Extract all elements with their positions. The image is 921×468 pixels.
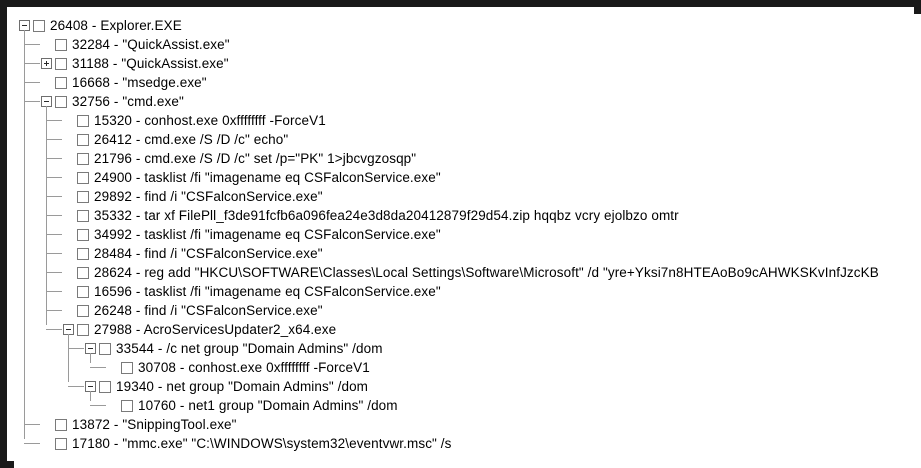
tree-row[interactable] bbox=[14, 244, 921, 263]
expander-none-icon bbox=[63, 115, 74, 126]
tree-row-label: 26408 - Explorer.EXE bbox=[50, 18, 182, 33]
tree-connector-horizontal bbox=[46, 329, 62, 330]
row-checkbox[interactable] bbox=[55, 39, 67, 51]
tree-row[interactable] bbox=[14, 35, 921, 54]
row-checkbox[interactable] bbox=[77, 324, 89, 336]
row-checkbox[interactable] bbox=[121, 362, 133, 374]
tree-connector-vertical bbox=[68, 334, 69, 383]
tree-row[interactable] bbox=[14, 73, 921, 92]
tree-row-label: 26412 - cmd.exe /S /D /c" echo" bbox=[94, 132, 289, 147]
tree-row-label: 28484 - find /i "CSFalconService.exe" bbox=[94, 246, 323, 261]
row-checkbox[interactable] bbox=[99, 343, 111, 355]
row-checkbox[interactable] bbox=[77, 305, 89, 317]
expander-none-icon bbox=[107, 362, 118, 373]
tree-connector-horizontal bbox=[68, 386, 84, 387]
tree-connector-horizontal bbox=[46, 177, 62, 178]
tree-row-label: 34992 - tasklist /fi "imagename eq CSFalconService.exe" bbox=[94, 227, 441, 242]
tree-row-label: 13872 - "SnippingTool.exe" bbox=[72, 417, 237, 432]
tree-row-label: 21796 - cmd.exe /S /D /c" set /p="PK" 1>jbcvgzosqp" bbox=[94, 151, 417, 166]
tree-connector-horizontal bbox=[46, 196, 62, 197]
tree-connector-horizontal bbox=[46, 234, 62, 235]
row-checkbox[interactable] bbox=[77, 153, 89, 165]
tree-connector-horizontal bbox=[90, 367, 106, 368]
tree-row-label: 19340 - net group "Domain Admins" /dom bbox=[116, 379, 369, 394]
expander-none-icon bbox=[41, 39, 52, 50]
tree-connector-horizontal bbox=[24, 63, 40, 64]
tree-row-label: 16668 - "msedge.exe" bbox=[72, 75, 207, 90]
row-checkbox[interactable] bbox=[77, 210, 89, 222]
tree-connector-horizontal bbox=[46, 158, 62, 159]
row-checkbox[interactable] bbox=[33, 20, 45, 32]
tree-row-label: 27988 - AcroServicesUpdater2_x64.exe bbox=[94, 322, 337, 337]
tree-row-label: 28624 - reg add "HKCU\SOFTWARE\Classes\Local Settings\Software\Microsoft" /d "yre+Yksi7n8HTEAoBo9cAHWKSKvInfJzcKB bbox=[94, 265, 879, 280]
row-checkbox[interactable] bbox=[77, 115, 89, 127]
tree-connector-horizontal bbox=[24, 44, 40, 45]
tree-row-label: 26248 - find /i "CSFalconService.exe" bbox=[94, 303, 323, 318]
tree-connector-horizontal bbox=[46, 139, 62, 140]
row-checkbox[interactable] bbox=[77, 286, 89, 298]
expander-none-icon bbox=[63, 210, 74, 221]
expander-none-icon bbox=[63, 191, 74, 202]
expander-none-icon bbox=[63, 172, 74, 183]
tree-row-label: 15320 - conhost.exe 0xffffffff -ForceV1 bbox=[94, 113, 326, 128]
row-checkbox[interactable] bbox=[77, 134, 89, 146]
tree-connector-horizontal bbox=[46, 291, 62, 292]
tree-row[interactable] bbox=[14, 263, 921, 282]
expander-none-icon bbox=[63, 229, 74, 240]
tree-row-label: 30708 - conhost.exe 0xffffffff -ForceV1 bbox=[138, 360, 370, 375]
tree-row[interactable] bbox=[14, 149, 921, 168]
tree-row-label: 33544 - /c net group "Domain Admins" /dom bbox=[116, 341, 383, 356]
row-checkbox[interactable] bbox=[55, 438, 67, 450]
tree-row[interactable] bbox=[14, 168, 921, 187]
tree-row-label: 10760 - net1 group "Domain Admins" /dom bbox=[138, 398, 398, 413]
tree-row-label: 17180 - "mmc.exe" "C:\WINDOWS\system32\eventvwr.msc" /s bbox=[72, 436, 452, 451]
tree-row[interactable] bbox=[14, 130, 921, 149]
row-checkbox[interactable] bbox=[77, 191, 89, 203]
tree-row[interactable] bbox=[14, 187, 921, 206]
expander-none-icon bbox=[63, 248, 74, 259]
expander-none-icon bbox=[63, 305, 74, 316]
tree-connector-horizontal bbox=[46, 272, 62, 273]
expander-none-icon bbox=[41, 77, 52, 88]
tree-row[interactable] bbox=[14, 339, 921, 358]
tree-row[interactable] bbox=[14, 92, 921, 111]
tree-row-label: 16596 - tasklist /fi "imagename eq CSFalconService.exe" bbox=[94, 284, 441, 299]
tree-row-label: 32284 - "QuickAssist.exe" bbox=[72, 37, 230, 52]
row-checkbox[interactable] bbox=[77, 229, 89, 241]
expander-none-icon bbox=[63, 153, 74, 164]
expander-none-icon bbox=[41, 438, 52, 449]
tree-connector-horizontal bbox=[46, 310, 62, 311]
row-checkbox[interactable] bbox=[55, 419, 67, 431]
tree-row[interactable] bbox=[14, 225, 921, 244]
tree-row[interactable] bbox=[14, 301, 921, 320]
row-checkbox[interactable] bbox=[55, 77, 67, 89]
tree-row-label: 29892 - find /i "CSFalconService.exe" bbox=[94, 189, 323, 204]
tree-connector-horizontal bbox=[46, 120, 62, 121]
tree-row[interactable] bbox=[14, 415, 921, 434]
tree-connector-horizontal bbox=[24, 424, 40, 425]
tree-row-label: 32756 - "cmd.exe" bbox=[72, 94, 184, 109]
tree-row[interactable] bbox=[14, 111, 921, 130]
expander-none-icon bbox=[63, 267, 74, 278]
expander-none-icon bbox=[41, 419, 52, 430]
tree-connector-horizontal bbox=[46, 253, 62, 254]
tree-row-label: 31188 - "QuickAssist.exe" bbox=[72, 56, 229, 71]
expander-none-icon bbox=[63, 134, 74, 145]
tree-row[interactable] bbox=[14, 358, 921, 377]
tree-row[interactable] bbox=[14, 282, 921, 301]
row-checkbox[interactable] bbox=[121, 400, 133, 412]
row-checkbox[interactable] bbox=[77, 172, 89, 184]
process-tree[interactable] bbox=[14, 14, 921, 468]
tree-row[interactable] bbox=[14, 206, 921, 225]
row-checkbox[interactable] bbox=[99, 381, 111, 393]
tree-row-label: 35332 - tar xf FilePll_f3de91fcfb6a096fea24e3d8da20412879f29d54.zip hqqbz vcry ejolbzo omtr bbox=[94, 208, 679, 223]
expand-plus-icon[interactable] bbox=[41, 58, 52, 69]
expander-none-icon bbox=[63, 286, 74, 297]
tree-connector-horizontal bbox=[90, 405, 106, 406]
row-checkbox[interactable] bbox=[55, 58, 67, 70]
tree-row[interactable] bbox=[14, 377, 921, 396]
tree-connector-horizontal bbox=[24, 82, 40, 83]
tree-connector-vertical bbox=[24, 30, 25, 440]
tree-row[interactable] bbox=[14, 396, 921, 415]
tree-connector-vertical bbox=[90, 353, 91, 364]
expander-none-icon bbox=[107, 400, 118, 411]
row-checkbox[interactable] bbox=[77, 248, 89, 260]
tree-row[interactable] bbox=[14, 16, 921, 35]
tree-row-label: 24900 - tasklist /fi "imagename eq CSFalconService.exe" bbox=[94, 170, 441, 185]
tree-row[interactable] bbox=[14, 434, 921, 453]
tree-connector-horizontal bbox=[24, 101, 40, 102]
tree-row[interactable] bbox=[14, 54, 921, 73]
tree-connector-horizontal bbox=[68, 348, 84, 349]
tree-row[interactable] bbox=[14, 320, 921, 339]
tree-connector-horizontal bbox=[46, 215, 62, 216]
tree-connector-horizontal bbox=[24, 443, 40, 444]
row-checkbox[interactable] bbox=[77, 267, 89, 279]
row-checkbox[interactable] bbox=[55, 96, 67, 108]
tree-connector-vertical bbox=[90, 391, 91, 402]
